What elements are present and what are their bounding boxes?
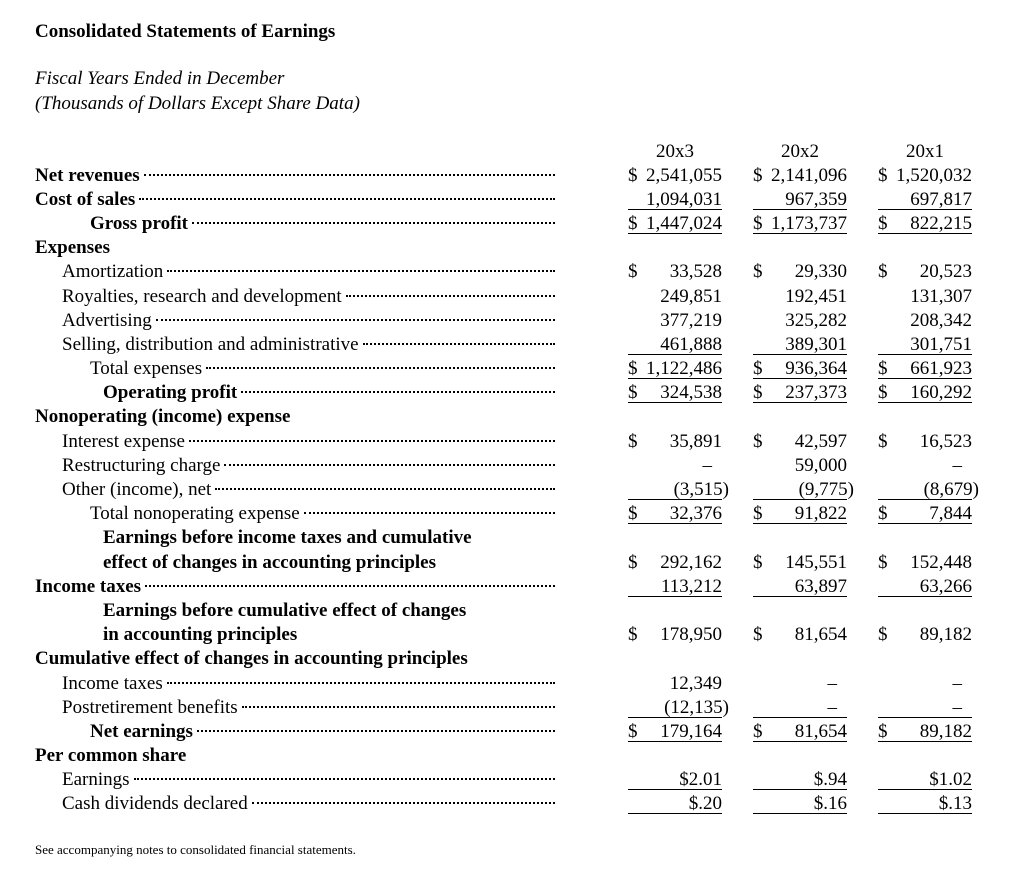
row-label [35,744,190,768]
amount: 179,164 [660,721,722,742]
row-label [103,551,440,575]
amount: 59,000 [794,455,847,476]
amount: 389,301 [785,334,847,355]
amount: $1.02 [929,769,972,790]
row-label [103,381,555,405]
dot-leader [346,295,555,297]
amount: $.13 [938,793,972,814]
row-label-text: Advertising [62,310,152,331]
row-net-earnings [0,720,1025,744]
amount: 237,373 [785,382,847,403]
value-cell-20x1 [878,720,972,742]
row-label [62,454,555,478]
value-cell-20x2 [753,164,847,188]
value-cell-20x3 [628,551,722,575]
row-label [90,502,555,526]
amount: 2,541,055 [646,165,722,186]
amount: 1,520,032 [896,165,972,186]
value-cell-20x1 [878,623,972,647]
value-cell-20x2 [753,575,847,597]
value-cell-20x2 [753,285,847,309]
value-cell-20x2 [753,454,847,478]
amount: 131,307 [910,286,972,307]
dot-leader [189,440,555,442]
row-label [90,357,555,381]
row-label-text: effect of changes in accounting principles [103,552,437,573]
value-cell-20x3 [628,285,722,309]
value-cell-20x1 [878,502,972,524]
value-cell-20x3 [628,623,722,647]
row-nonop-header [0,405,1025,429]
value-cell-20x1 [878,381,972,403]
amount: 113,212 [660,576,722,597]
row-amortization [0,260,1025,284]
row-label [62,333,555,357]
amount: 1,122,486 [646,358,722,379]
row-earnings-per-share [0,768,1025,792]
amount: 89,182 [919,721,972,742]
value-cell-20x1 [878,333,972,355]
row-label [103,599,470,623]
value-cell-20x3 [628,381,722,403]
row-label-text: Cost of sales [35,189,136,210]
row-label [35,575,555,599]
footnote: See accompanying notes to consolidated financial statements. [35,842,356,857]
value-cell-20x1 [878,575,972,597]
row-label-text: Net earnings [90,721,193,742]
statement-title: Consolidated Statements of Earnings [35,21,336,42]
row-label-text: Restructuring charge [62,455,221,476]
row-operating-profit [0,381,1025,405]
amount: 377,219 [660,310,722,331]
value-cell-20x2 [753,212,847,234]
dot-leader [139,198,555,200]
value-cell-20x1 [878,454,972,478]
dollar-sign: $ [753,624,763,645]
row-other-income [0,478,1025,502]
row-label-text: Nonoperating (income) expense [35,406,291,427]
row-label [103,526,476,550]
row-label [35,164,555,188]
dot-leader [224,464,555,466]
amount: 42,597 [794,431,847,452]
value-cell-20x2 [753,696,847,718]
amount: 178,950 [660,624,722,645]
amount: $.16 [813,793,847,814]
dot-leader [206,367,555,369]
row-label [103,623,301,647]
amount: $.20 [688,793,722,814]
dollar-sign: $ [753,358,763,379]
row-label [62,768,555,792]
amount: 63,897 [794,576,847,597]
value-cell-20x3 [628,357,722,379]
amount: 29,330 [794,261,847,282]
value-cell-20x3 [628,260,722,284]
value-cell-20x2 [753,478,854,500]
value-cell-20x1 [878,309,972,333]
dot-leader [134,778,555,780]
amount: $.94 [813,769,847,790]
row-ebc-line1 [0,599,1025,623]
row-label-text: Other (income), net [62,479,212,500]
amount: 697,817 [910,189,972,210]
value-cell-20x1 [878,212,972,234]
row-dividends [0,792,1025,816]
value-cell-20x3 [628,212,722,234]
dot-leader [215,488,555,490]
value-cell-20x2 [753,381,847,403]
amount: 33,528 [669,261,722,282]
dot-leader [192,222,555,224]
amount: 461,888 [660,334,722,355]
dollar-sign: $ [878,213,888,234]
column-header-20x3: 20x3 [656,141,694,162]
row-income-taxes [0,575,1025,599]
row-cost-of-sales [0,188,1025,212]
dollar-sign: $ [753,552,763,573]
value-cell-20x2 [753,333,847,355]
row-label-text: Income taxes [62,673,163,694]
value-cell-20x1 [878,696,972,718]
row-label [62,792,555,816]
amount: – [827,697,837,718]
value-cell-20x1 [878,768,972,790]
column-header-20x1: 20x1 [906,141,944,162]
dollar-sign: $ [628,624,638,645]
dollar-sign: $ [753,165,763,186]
dollar-sign: $ [753,382,763,403]
row-per-share-header [0,744,1025,768]
amount: 91,822 [794,503,847,524]
row-label [62,430,555,454]
value-cell-20x2 [753,188,847,210]
value-cell-20x2 [753,430,847,454]
amount: – [702,455,712,476]
value-cell-20x2 [753,672,847,696]
dot-leader [304,512,555,514]
row-label-text: Earnings before income taxes and cumulative [103,527,472,548]
row-cum-header [0,647,1025,671]
amount: 81,654 [794,624,847,645]
row-total-expenses [0,357,1025,381]
row-label [62,260,555,284]
dollar-sign: $ [628,552,638,573]
value-cell-20x2 [753,551,847,575]
row-label-text: Earnings before cumulative effect of changes [103,600,467,621]
value-cell-20x1 [878,357,972,379]
dollar-sign: $ [628,165,638,186]
dot-leader [156,319,555,321]
row-label [62,696,555,720]
amount: 325,282 [785,310,847,331]
dot-leader [167,682,555,684]
row-label-text: Amortization [62,261,164,282]
row-label-text: Per common share [35,745,187,766]
dollar-sign: $ [878,552,888,573]
amount: 20,523 [919,261,972,282]
row-expenses-header [0,236,1025,260]
value-cell-20x3 [628,430,722,454]
amount: (8,679) [923,479,979,500]
row-label-text: Interest expense [62,431,185,452]
amount: 936,364 [785,358,847,379]
value-cell-20x3 [628,696,729,718]
dollar-sign: $ [628,382,638,403]
amount: – [952,697,962,718]
value-cell-20x3 [628,792,722,814]
amount: 2,141,096 [771,165,847,186]
row-ebc [0,623,1025,647]
value-cell-20x1 [878,430,972,454]
dollar-sign: $ [753,213,763,234]
row-label-text: Royalties, research and development [62,286,342,307]
row-label [35,188,555,212]
row-gross-profit [0,212,1025,236]
value-cell-20x3 [628,454,722,478]
amount: 89,182 [919,624,972,645]
amount: (9,775) [798,479,854,500]
amount: – [952,673,962,694]
amount: 967,359 [785,189,847,210]
dollar-sign: $ [753,503,763,524]
dollar-sign: $ [628,213,638,234]
dot-leader [241,391,555,393]
amount: (3,515) [673,479,729,500]
row-label-text: Selling, distribution and administrative [62,334,359,355]
row-label [90,720,555,744]
value-cell-20x3 [628,768,722,790]
row-label [35,647,472,671]
row-label [35,236,114,260]
amount: 152,448 [910,552,972,573]
amount: – [827,673,837,694]
row-label-text: Total expenses [90,358,203,379]
value-cell-20x1 [878,792,972,814]
value-cell-20x2 [753,720,847,742]
row-label [62,285,555,309]
row-ebt [0,551,1025,575]
row-label-text: Earnings [62,769,130,790]
row-label-text: Total nonoperating expense [90,503,300,524]
amount: 63,266 [919,576,972,597]
amount: 35,891 [669,431,722,452]
column-header-20x2: 20x2 [781,141,819,162]
amount: 12,349 [669,673,722,694]
dot-leader [252,802,555,804]
units-subtitle: (Thousands of Dollars Except Share Data) [35,93,360,114]
row-label [62,478,555,502]
amount: 661,923 [910,358,972,379]
value-cell-20x3 [628,164,722,188]
row-label-text: Gross profit [90,213,188,234]
dollar-sign: $ [628,358,638,379]
amount: 145,551 [785,552,847,573]
row-royalties [0,285,1025,309]
value-cell-20x2 [753,792,847,814]
fiscal-years-subtitle: Fiscal Years Ended in December [35,68,285,89]
row-label-text: in accounting principles [103,624,298,645]
amount: 16,523 [919,431,972,452]
amount: 192,451 [785,286,847,307]
dollar-sign: $ [628,431,638,452]
row-label-text: Net revenues [35,165,140,186]
row-label-text: Cumulative effect of changes in accounting principles [35,648,468,669]
amount: 1,447,024 [646,213,722,234]
dollar-sign: $ [628,261,638,282]
row-advertising [0,309,1025,333]
value-cell-20x2 [753,309,847,333]
value-cell-20x2 [753,623,847,647]
dollar-sign: $ [878,721,888,742]
row-label-text: Postretirement benefits [62,697,238,718]
dot-leader [363,343,555,345]
row-ebt-line1 [0,526,1025,550]
dot-leader [144,174,555,176]
row-label-text: Operating profit [103,382,238,403]
amount: 301,751 [910,334,972,355]
value-cell-20x1 [878,672,972,696]
dollar-sign: $ [628,503,638,524]
value-cell-20x2 [753,768,847,790]
dollar-sign: $ [878,431,888,452]
value-cell-20x1 [878,551,972,575]
row-label [90,212,555,236]
value-cell-20x1 [878,285,972,309]
row-label-text: Cash dividends declared [62,793,248,814]
value-cell-20x2 [753,357,847,379]
dollar-sign: $ [753,261,763,282]
dot-leader [167,270,555,272]
dollar-sign: $ [878,165,888,186]
row-label [62,309,555,333]
amount: 1,173,737 [771,213,847,234]
dollar-sign: $ [878,358,888,379]
value-cell-20x1 [878,260,972,284]
value-cell-20x3 [628,478,729,500]
dot-leader [197,730,555,732]
dot-leader [242,706,555,708]
dollar-sign: $ [753,431,763,452]
value-cell-20x3 [628,720,722,742]
dollar-sign: $ [878,624,888,645]
amount: (12,135) [664,697,729,718]
value-cell-20x3 [628,575,722,597]
amount: $2.01 [679,769,722,790]
amount: 160,292 [910,382,972,403]
row-restructuring [0,454,1025,478]
dollar-sign: $ [878,503,888,524]
amount: 81,654 [794,721,847,742]
row-postretirement [0,696,1025,720]
row-cum-income-taxes [0,672,1025,696]
value-cell-20x3 [628,333,722,355]
row-net-revenues [0,164,1025,188]
row-label [62,672,555,696]
value-cell-20x2 [753,260,847,284]
value-cell-20x1 [878,188,972,210]
row-interest-expense [0,430,1025,454]
amount: 249,851 [660,286,722,307]
row-label-text: Income taxes [35,576,142,597]
amount: 208,342 [910,310,972,331]
dollar-sign: $ [753,721,763,742]
value-cell-20x2 [753,502,847,524]
value-cell-20x1 [878,164,972,188]
dollar-sign: $ [628,721,638,742]
row-total-nonop [0,502,1025,526]
value-cell-20x3 [628,502,722,524]
amount: – [952,455,962,476]
amount: 7,844 [929,503,972,524]
amount: 822,215 [910,213,972,234]
amount: 1,094,031 [646,189,722,210]
dollar-sign: $ [878,261,888,282]
dot-leader [145,585,555,587]
value-cell-20x3 [628,309,722,333]
amount: 32,376 [669,503,722,524]
value-cell-20x3 [628,672,722,696]
value-cell-20x3 [628,188,722,210]
dollar-sign: $ [878,382,888,403]
value-cell-20x1 [878,478,979,500]
row-label-text: Expenses [35,237,110,258]
amount: 292,162 [660,552,722,573]
row-label [35,405,294,429]
row-selling [0,333,1025,357]
amount: 324,538 [660,382,722,403]
